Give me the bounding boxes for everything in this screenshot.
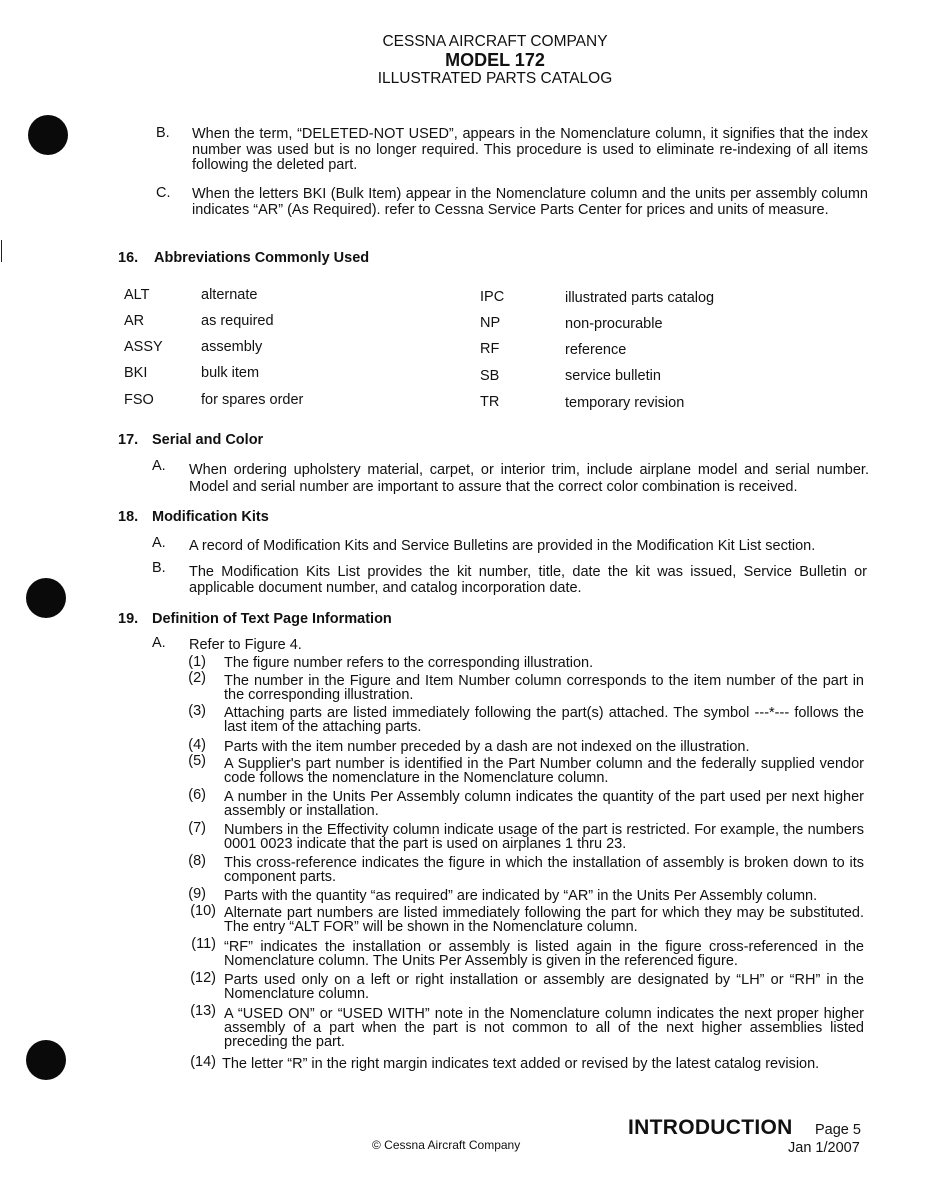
copyright: © Cessna Aircraft Company <box>372 1138 521 1152</box>
list-item-number: (1) <box>188 654 206 670</box>
list-item-text: Parts used only on a left or right installation or assembly are designated by “LH” or “RH” in the Nomenclature column. <box>224 972 864 1002</box>
company-name: CESSNA AIRCRAFT COMPANY <box>382 33 608 50</box>
footer-section-title: INTRODUCTION <box>628 1116 793 1139</box>
abbr-code: NP <box>480 315 501 331</box>
section-17-number: 17. <box>118 432 139 448</box>
list-item-number: (12) <box>190 970 216 986</box>
list-item-text: Numbers in the Effectivity column indicate usage of the part is restricted. For example, the numbers 0001 0023 indicate that the part is used on airplanes 1 thru 23. <box>224 822 864 852</box>
abbr-code: BKI <box>124 365 148 381</box>
binder-hole-bottom <box>26 1040 66 1080</box>
intro-item-text: When the letters BKI (Bulk Item) appear in the Nomenclature column and the units per assembly column indicates “AR” (As Required). refer to Cessna Service Parts Center for prices and units of measure. <box>192 186 868 218</box>
section-17-item-text: When ordering upholstery material, carpet, or interior trim, include airplane model and serial number. Model and serial number are important to assure that the correct color combination is received. <box>189 462 869 495</box>
section-17-title: Serial and Color <box>152 432 264 448</box>
abbr-code: ASSY <box>124 339 163 355</box>
list-item-number: (3) <box>188 703 206 719</box>
list-item-number: (5) <box>188 753 206 769</box>
margin-mark <box>1 240 2 262</box>
section-16-title: Abbreviations Commonly Used <box>154 250 370 266</box>
binder-hole-middle <box>26 578 66 618</box>
abbr-code: SB <box>480 368 500 384</box>
list-item-number: (8) <box>188 853 206 869</box>
intro-item-label: C. <box>156 185 171 201</box>
binder-hole-top <box>28 115 68 155</box>
abbr-meaning: bulk item <box>201 365 260 381</box>
section-18-item-label: A. <box>152 535 166 551</box>
abbr-meaning: non-procurable <box>565 316 663 332</box>
abbr-meaning: alternate <box>201 287 258 303</box>
list-item-text: The letter “R” in the right margin indicates text added or revised by the latest catalog revision. <box>222 1056 820 1072</box>
abbr-meaning: illustrated parts catalog <box>565 290 715 306</box>
section-19-a-text: Refer to Figure 4. <box>189 637 302 653</box>
list-item-text: Parts with the quantity “as required” are indicated by “AR” in the Units Per Assembly column. <box>224 888 818 904</box>
abbr-code: AR <box>124 313 145 329</box>
abbr-meaning: assembly <box>201 339 263 355</box>
section-19-number: 19. <box>118 611 139 627</box>
page-number: Page 5 <box>815 1122 861 1138</box>
section-19-a-label: A. <box>152 635 166 651</box>
intro-item-label: B. <box>156 125 170 141</box>
list-item-text: Alternate part numbers are listed immediately following the part for which they may be substituted. The entry “ALT FOR” will be shown in the Nomenclature column. <box>224 905 864 935</box>
list-item-text: A number in the Units Per Assembly column indicates the quantity of the part used per next higher assembly or installation. <box>224 789 864 819</box>
section-19-title: Definition of Text Page Information <box>152 611 392 627</box>
abbr-meaning: service bulletin <box>565 368 661 384</box>
abbr-code: FSO <box>124 392 154 408</box>
abbr-code: ALT <box>124 287 150 303</box>
abbr-code: IPC <box>480 289 505 305</box>
abbr-meaning: temporary revision <box>565 395 685 411</box>
list-item-text: The figure number refers to the corresponding illustration. <box>224 655 594 671</box>
abbr-meaning: for spares order <box>201 392 304 408</box>
model-title: MODEL 172 <box>445 50 545 70</box>
section-18-title: Modification Kits <box>152 509 269 525</box>
list-item-number: (10) <box>190 903 216 919</box>
intro-item-text: When the term, “DELETED-NOT USED”, appears in the Nomenclature column, it signifies that the index number was used but is no longer required. This procedure is used to eliminate re-indexing of all items following the deleted part. <box>192 126 868 173</box>
revision-date: Jan 1/2007 <box>788 1140 860 1156</box>
abbr-code: RF <box>480 341 500 357</box>
list-item-text: Parts with the item number preceded by a dash are not indexed on the illustration. <box>224 739 750 755</box>
abbr-meaning: reference <box>565 342 627 358</box>
list-item-text: A Supplier's part number is identified in the Part Number column and the federally supplied vendor code follows the nomenclature in the Nomenclature column. <box>224 756 864 786</box>
list-item-number: (14) <box>190 1054 216 1070</box>
abbr-meaning: as required <box>201 313 274 329</box>
list-item-number: (13) <box>190 1003 216 1019</box>
list-item-number: (11) <box>191 936 216 952</box>
section-18-item-text: The Modification Kits List provides the kit number, title, date the kit was issued, Service Bulletin or applicable document number, and catalog incorporation date. <box>189 564 867 596</box>
list-item-text: “RF” indicates the installation or assembly is listed again in the figure cross-referenced in the Nomenclature column. The Units Per Assembly is given in the referenced figure. <box>224 939 864 969</box>
section-18-item-text: A record of Modification Kits and Service Bulletins are provided in the Modification Kit List section. <box>189 538 816 554</box>
list-item-number: (4) <box>188 737 206 753</box>
list-item-text: The number in the Figure and Item Number column corresponds to the item number of the part in the corresponding illustration. <box>224 673 864 703</box>
list-item-number: (6) <box>188 787 206 803</box>
section-16-number: 16. <box>118 250 139 266</box>
abbr-code: TR <box>480 394 500 410</box>
section-17-item-label: A. <box>152 458 166 474</box>
list-item-text: This cross-reference indicates the figure in which the installation of assembly is broken down to its component parts. <box>224 855 864 885</box>
document-title: ILLUSTRATED PARTS CATALOG <box>377 70 613 87</box>
list-item-number: (7) <box>188 820 206 836</box>
list-item-number: (9) <box>188 886 206 902</box>
list-item-text: Attaching parts are listed immediately following the part(s) attached. The symbol ---*--- follows the last item of the attaching parts. <box>224 705 864 735</box>
section-18-item-label: B. <box>152 560 166 576</box>
list-item-number: (2) <box>188 670 206 686</box>
section-18-number: 18. <box>118 509 139 525</box>
list-item-text: A “USED ON” or “USED WITH” note in the Nomenclature column indicates the next proper higher assembly of a part when the part is not common to all of the next higher assemblies listed preceding the part. <box>224 1006 864 1050</box>
